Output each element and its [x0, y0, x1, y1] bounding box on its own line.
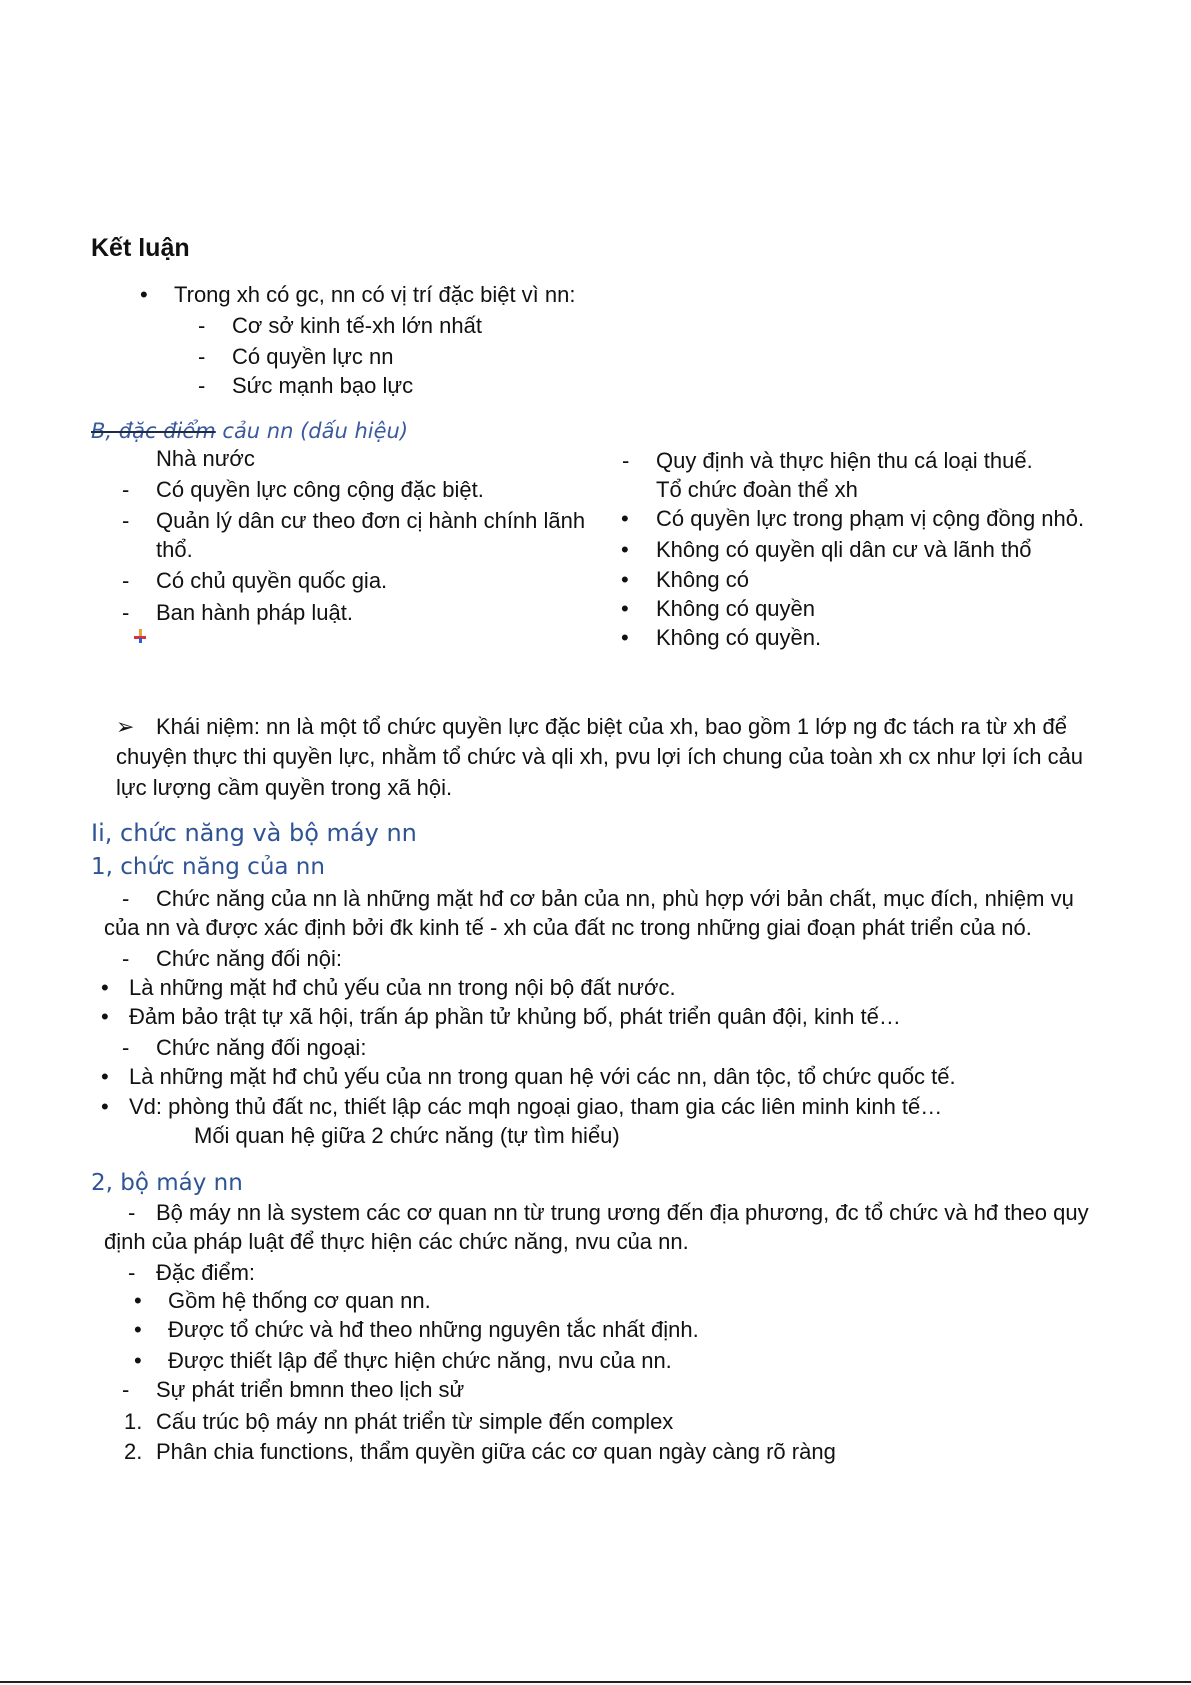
- doi-noi-label: Chức năng đối nội:: [156, 946, 342, 971]
- dash-icon: -: [122, 1035, 130, 1060]
- move-handle-icon[interactable]: [133, 629, 147, 643]
- bullet-icon: •: [621, 625, 629, 650]
- ket-luan-dash: Sức mạnh bạo lực: [232, 373, 414, 398]
- dash-icon: -: [122, 1377, 130, 1402]
- dac-diem-item: Gồm hệ thống cơ quan nn.: [168, 1288, 431, 1313]
- khai-niem-line: chuyện thực thi quyền lực, nhằm tổ chức và qli xh, pvu lợi ích chung của toàn xh cx như lợi ích cảu: [116, 744, 1084, 769]
- dash-icon: -: [122, 600, 130, 625]
- bullet-icon: •: [134, 1348, 142, 1373]
- bullet-icon: •: [140, 282, 148, 307]
- dash-icon: -: [128, 1260, 136, 1285]
- dash-icon: -: [198, 373, 206, 398]
- sub2-title: 2, bộ máy nn: [91, 1170, 243, 1196]
- ket-luan-title: Kết luận: [91, 234, 190, 262]
- bullet-icon: •: [101, 1064, 109, 1089]
- dash-icon: -: [622, 448, 630, 473]
- dash-icon: -: [122, 946, 130, 971]
- dac-diem-label: Đặc điểm:: [156, 1260, 256, 1285]
- sub2-def-line: định của pháp luật để thực hiện các chức năng, nvu của nn.: [104, 1229, 689, 1254]
- dac-diem-item: Được tổ chức và hđ theo những nguyên tắc nhất định.: [168, 1317, 699, 1342]
- sub1-def-line: Chức năng của nn là những mặt hđ cơ bản của nn, phù hợp với bản chất, mục đích, nhiệm vụ: [156, 886, 1074, 911]
- section-b-heading: [91, 421, 408, 442]
- numbered-item: Cấu trúc bộ máy nn phát triển từ simple đến complex: [156, 1409, 674, 1434]
- dash-icon: -: [198, 344, 206, 369]
- dash-icon: -: [198, 313, 206, 338]
- bullet-icon: •: [101, 1094, 109, 1119]
- section-b-heading-struck: B, đặc điểm: [91, 419, 216, 443]
- dash-icon: -: [128, 1200, 136, 1225]
- bullet-icon: •: [621, 567, 629, 592]
- left-item: Ban hành pháp luật.: [156, 600, 353, 625]
- doi-ngoai-label: Chức năng đối ngoại:: [156, 1035, 367, 1060]
- dash-icon: -: [122, 508, 130, 533]
- arrow-bullet-icon: ➢: [116, 714, 135, 739]
- right-dash-item: Quy định và thực hiện thu cá loại thuế.: [656, 448, 1033, 473]
- page-bottom-rule: [0, 1681, 1191, 1683]
- bullet-icon: •: [134, 1317, 142, 1342]
- doi-noi-item: Là những mặt hđ chủ yếu của nn trong nội bộ đất nước.: [129, 975, 676, 1000]
- left-item-continued: thổ.: [156, 537, 193, 562]
- bullet-icon: •: [101, 1004, 109, 1029]
- numbered-item: Phân chia functions, thẩm quyền giữa các cơ quan ngày càng rõ ràng: [156, 1439, 836, 1464]
- left-column-title: Nhà nước: [156, 446, 255, 471]
- ket-luan-dash: Cơ sở kinh tế-xh lớn nhất: [232, 313, 482, 338]
- bullet-icon: •: [621, 537, 629, 562]
- left-item: Quản lý dân cư theo đơn cị hành chính lãnh: [156, 508, 586, 533]
- relation-note: Mối quan hệ giữa 2 chức năng (tự tìm hiểu): [194, 1123, 620, 1148]
- doi-ngoai-item: Là những mặt hđ chủ yếu của nn trong quan hệ với các nn, dân tộc, tổ chức quốc tế.: [129, 1064, 956, 1089]
- section-b-heading-rest: cảu nn (dấu hiệu): [215, 419, 409, 443]
- bullet-icon: •: [621, 506, 629, 531]
- dac-diem-item: Được thiết lập để thực hiện chức năng, nvu của nn.: [168, 1348, 672, 1373]
- section-ii-title: Ii, chức năng và bộ máy nn: [91, 819, 417, 847]
- right-item: Không có quyền: [656, 596, 816, 621]
- dash-icon: -: [122, 886, 130, 911]
- khai-niem-line: Khái niệm: nn là một tổ chức quyền lực đặc biệt của xh, bao gồm 1 lớp ng đc tách ra từ xh để: [156, 714, 1067, 739]
- history-label: Sự phát triển bmnn theo lịch sử: [156, 1377, 465, 1402]
- right-item: Không có: [656, 567, 749, 592]
- bullet-icon: •: [134, 1288, 142, 1313]
- ket-luan-dash: Có quyền lực nn: [232, 344, 394, 369]
- doi-noi-item: Đảm bảo trật tự xã hội, trấn áp phần tử khủng bố, phát triển quân đội, kinh tế…: [129, 1004, 901, 1029]
- ket-luan-bullet: Trong xh có gc, nn có vị trí đặc biệt vì nn:: [174, 282, 576, 307]
- sub1-title: 1, chức năng của nn: [91, 854, 325, 880]
- numbered-index: 1.: [124, 1409, 143, 1434]
- sub1-def-line: của nn và được xác định bởi đk kinh tế - xh của đất nc trong những giai đoạn phát triển của nó.: [104, 915, 1032, 940]
- sub2-def-line: Bộ máy nn là system các cơ quan nn từ trung ương đến địa phương, đc tổ chức và hđ theo quy: [156, 1200, 1089, 1225]
- numbered-index: 2.: [124, 1439, 143, 1464]
- bullet-icon: •: [621, 596, 629, 621]
- dash-icon: -: [122, 568, 130, 593]
- khai-niem-line: lực lượng cầm quyền trong xã hội.: [116, 775, 453, 800]
- doi-ngoai-item: Vd: phòng thủ đất nc, thiết lập các mqh ngoại giao, tham gia các liên minh kinh tế…: [129, 1094, 943, 1119]
- left-item: Có chủ quyền quốc gia.: [156, 568, 388, 593]
- right-item: Không có quyền.: [656, 625, 822, 650]
- right-item: Có quyền lực trong phạm vị cộng đồng nhỏ.: [656, 506, 1085, 531]
- right-column-title: Tổ chức đoàn thể xh: [656, 477, 858, 502]
- left-item: Có quyền lực công cộng đặc biệt.: [156, 477, 484, 502]
- right-item: Không có quyền qli dân cư và lãnh thổ: [656, 537, 1032, 562]
- bullet-icon: •: [101, 975, 109, 1000]
- dash-icon: -: [122, 477, 130, 502]
